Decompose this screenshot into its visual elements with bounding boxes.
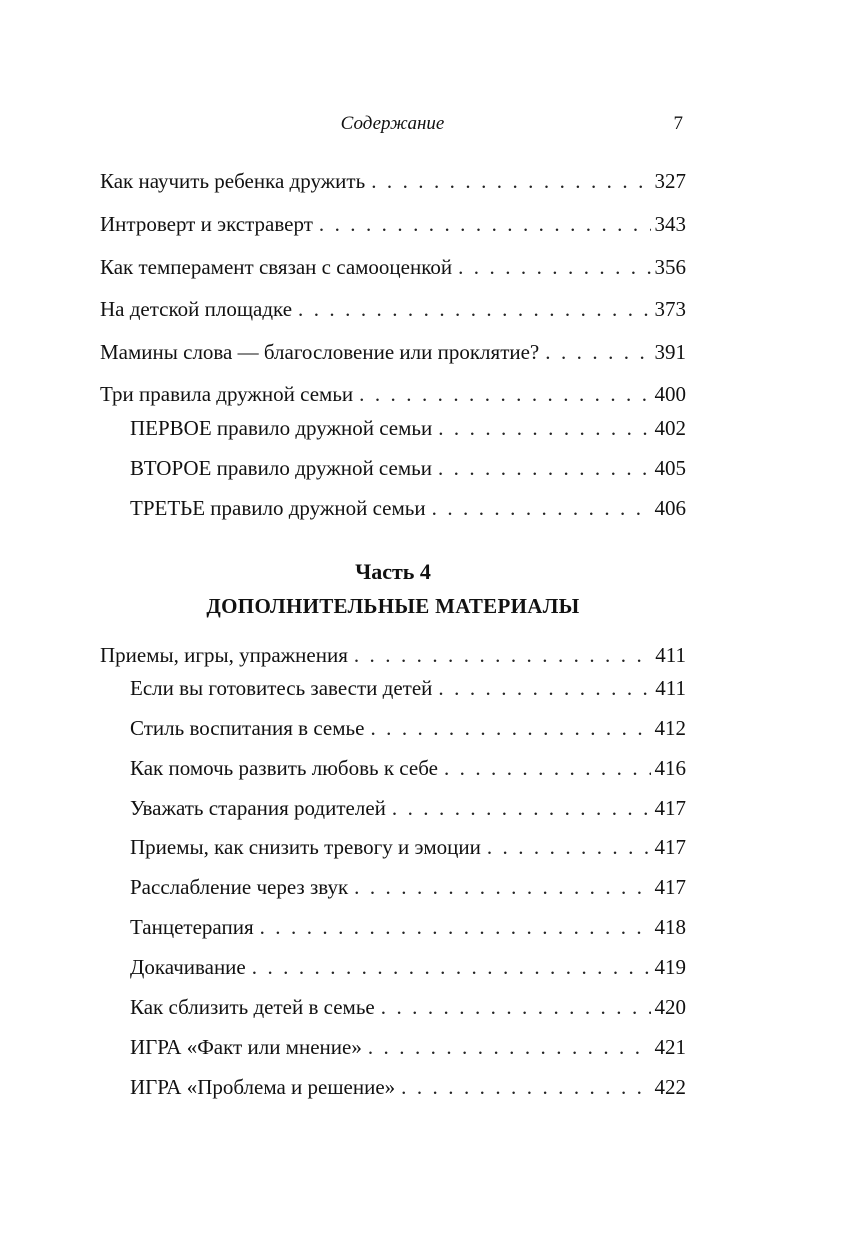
toc-entry-title: ИГРА «Проблема и решение» <box>130 1075 396 1099</box>
toc-subentry[interactable] <box>130 1072 686 1102</box>
toc-entry-title: Приемы, как снизить тревогу и эмоции <box>130 835 481 859</box>
toc-entry-title: ТРЕТЬЕ правило дружной семьи <box>130 496 426 520</box>
dot-leader <box>458 252 650 282</box>
toc-entry-page: 391 <box>654 340 686 364</box>
toc-entry-page: 411 <box>655 643 686 667</box>
toc-entry[interactable] <box>100 379 686 409</box>
toc-entry-title: Расслабление через звук <box>130 875 349 899</box>
toc-entry-title: Как помочь развить любовь к себе <box>130 756 438 780</box>
dot-leader <box>319 209 651 239</box>
toc-subentry[interactable] <box>130 832 686 862</box>
part-title-heading: ДОПОЛНИТЕЛЬНЫЕ МАТЕРИАЛЫ <box>206 594 580 618</box>
toc-subentry[interactable] <box>130 872 686 902</box>
dot-leader <box>370 713 650 743</box>
toc-entry-page: 327 <box>654 169 686 193</box>
toc-subentry[interactable] <box>130 952 686 982</box>
toc-entry-page: 421 <box>654 1035 686 1059</box>
toc-entry-title: Три правила дружной семьи <box>100 382 354 406</box>
toc-entry[interactable] <box>100 209 686 239</box>
toc-entry-page: 416 <box>654 756 686 780</box>
toc-subentry[interactable] <box>130 912 686 942</box>
toc-entry-page: 400 <box>654 382 686 406</box>
toc-entry-title: Уважать старания родителей <box>130 796 386 820</box>
toc-entry-title: Как темперамент связан с самооценкой <box>100 255 453 279</box>
dot-leader <box>392 793 651 823</box>
toc-entry-title: Интроверт и экстраверт <box>100 212 313 236</box>
dot-leader <box>438 673 651 703</box>
dot-leader <box>354 872 650 902</box>
toc-entry-title: Приемы, игры, упражнения <box>100 643 348 667</box>
toc-entry-page: 417 <box>654 796 686 820</box>
toc-entry[interactable] <box>100 337 686 367</box>
toc-entry-page: 417 <box>654 875 686 899</box>
toc-entry-page: 373 <box>654 297 686 321</box>
toc-entry-page: 402 <box>654 416 686 440</box>
toc-entry-title: Как сблизить детей в семье <box>130 995 375 1019</box>
dot-leader <box>359 379 650 409</box>
dot-leader <box>401 1072 650 1102</box>
dot-leader <box>444 753 651 783</box>
toc-subentry[interactable] <box>130 793 686 823</box>
toc-entry-title: ПЕРВОЕ правило дружной семьи <box>130 416 433 440</box>
toc-entry[interactable] <box>100 252 686 282</box>
toc-entry[interactable] <box>100 166 686 196</box>
dot-leader <box>371 166 650 196</box>
dot-leader <box>252 952 651 982</box>
toc-entry[interactable] <box>100 640 686 670</box>
toc-entry-title: Если вы готовитесь завести детей <box>130 676 433 700</box>
dot-leader <box>432 493 651 523</box>
dot-leader <box>368 1032 651 1062</box>
toc-entry-title: ВТОРОЕ правило дружной семьи <box>130 456 432 480</box>
toc-entry-page: 422 <box>654 1075 686 1099</box>
dot-leader <box>545 337 650 367</box>
toc-entry-page: 417 <box>654 835 686 859</box>
toc-subentry[interactable] <box>130 413 686 443</box>
toc-entry-page: 405 <box>654 456 686 480</box>
toc-entry-page: 356 <box>654 255 686 279</box>
running-header <box>100 110 685 138</box>
dot-leader <box>381 992 651 1022</box>
toc-entry-title: Как научить ребенка дружить <box>100 169 366 193</box>
toc-subentry[interactable] <box>130 992 686 1022</box>
toc-entry-title: Танцетерапия <box>130 915 254 939</box>
toc-entry-page: 412 <box>654 716 686 740</box>
toc-entry-title: Стиль воспитания в семье <box>130 716 365 740</box>
dot-leader <box>438 453 651 483</box>
dot-leader <box>298 294 650 324</box>
dot-leader <box>260 912 651 942</box>
running-title: Содержание <box>340 113 445 134</box>
dot-leader <box>487 832 651 862</box>
toc-subentry[interactable] <box>130 753 686 783</box>
toc-entry-title: ИГРА «Факт или мнение» <box>130 1035 362 1059</box>
toc-entry-title: Мамины слова — благословение или проклятие? <box>100 340 540 364</box>
toc-subentry[interactable] <box>130 673 686 703</box>
toc-subentry[interactable] <box>130 713 686 743</box>
toc-entry-title: Докачивание <box>130 955 246 979</box>
toc-entry-page: 420 <box>654 995 686 1019</box>
toc-entry-page: 406 <box>654 496 686 520</box>
toc-entry-page: 343 <box>654 212 686 236</box>
page-number: 7 <box>673 113 683 134</box>
toc-entry[interactable] <box>100 294 686 324</box>
toc-subentry[interactable] <box>130 1032 686 1062</box>
toc-entry-page: 418 <box>654 915 686 939</box>
part-number-heading: Часть 4 <box>355 559 431 584</box>
toc-subentry[interactable] <box>130 453 686 483</box>
toc-entry-page: 419 <box>654 955 686 979</box>
toc-entry-page: 411 <box>655 676 686 700</box>
dot-leader <box>354 640 651 670</box>
toc-subentry[interactable] <box>130 493 686 523</box>
dot-leader <box>438 413 650 443</box>
toc-entry-title: На детской площадке <box>100 297 293 321</box>
